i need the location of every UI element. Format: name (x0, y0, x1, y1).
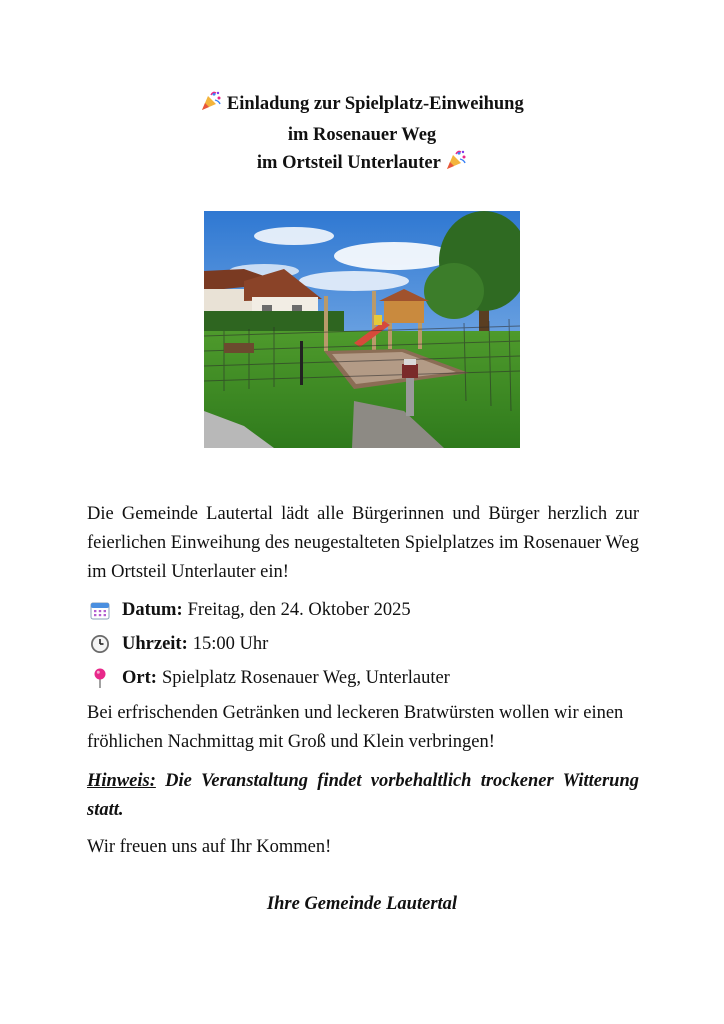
time-value: 15:00 Uhr (192, 633, 269, 654)
date-value: Freitag, den 24. Oktober 2025 (187, 599, 411, 620)
note-label: Hinweis: (87, 771, 156, 791)
time-label: Uhrzeit: (122, 633, 188, 654)
date-label: Datum: (122, 599, 183, 620)
signature: Ihre Gemeinde Lautertal (266, 894, 458, 914)
party-popper-icon (445, 149, 467, 180)
date-row (87, 593, 639, 627)
pushpin-icon (87, 665, 113, 691)
closing-line: Wir freuen uns auf Ihr Kommen! (87, 837, 332, 857)
place-value: Spielplatz Rosenauer Weg, Unterlauter (161, 667, 450, 688)
intro-paragraph: Die Gemeinde Lautertal lädt alle Bürgerinnen und Bürger herzlich zur feierlichen Einweihung des neugestalteten Spielplatzes im Rosenauer Weg im Ortsteil Unterlauter ein! (87, 504, 639, 582)
title-line-2: im Rosenauer Weg (287, 125, 437, 145)
place-label: Ort: (122, 667, 157, 688)
invitation-body (87, 500, 639, 862)
calendar-icon (87, 597, 113, 623)
playground-photo (204, 211, 520, 448)
title-line-3: im Ortsteil Unterlauter (0, 149, 724, 180)
note-text: Die Veranstaltung findet vorbehaltlich trockener Witterung statt. (87, 771, 640, 820)
weather-note (87, 767, 639, 825)
party-popper-icon (200, 90, 222, 121)
clock-icon (87, 631, 113, 657)
invitation-title (0, 90, 724, 180)
title-line-1: Einladung zur Spielplatz-Einweihung (0, 90, 724, 121)
drinks-paragraph: Bei erfrischenden Getränken und leckeren Bratwürsten wollen wir einen fröhlichen Nachmittag mit Groß und Klein verbringen! (87, 703, 624, 752)
time-row (87, 627, 639, 661)
place-row (87, 661, 639, 695)
